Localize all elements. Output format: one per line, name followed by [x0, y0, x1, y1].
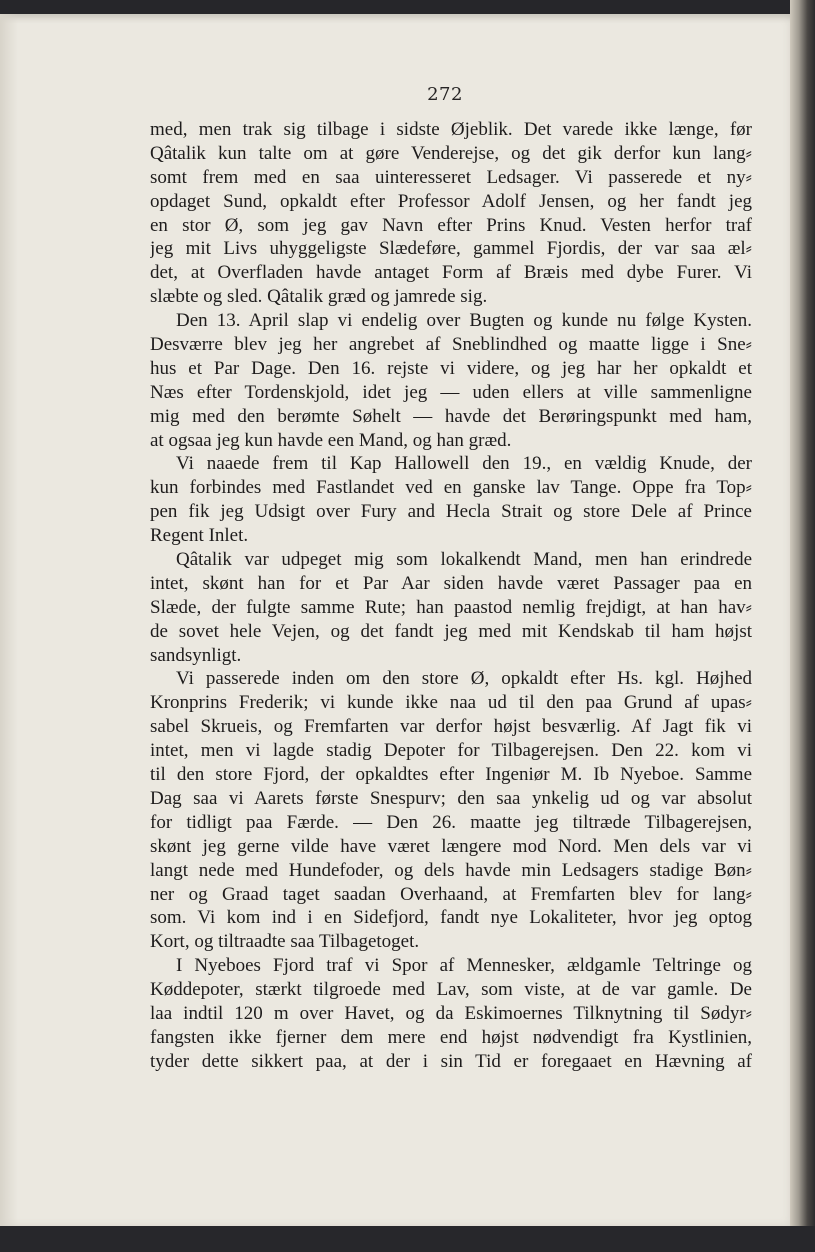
text-line: Køddepoter, stærkt tilgroede med Lav, som viste, at de var gamle. De — [150, 979, 752, 1001]
text-line: intet, skønt han for et Par Aar siden havde været Passager paa en — [150, 572, 752, 594]
text-line: Vi naaede frem til Kap Hallowell den 19., en vældig Knude, der — [176, 453, 752, 475]
text-line: sabel Skrueis, og Fremfarten var derfor højst besværlig. Af Jagt fik vi — [150, 716, 752, 738]
text-line: Dag saa vi Aarets første Snespurv; den saa ynkelig ud og var absolut — [150, 787, 752, 809]
text-line: med, men trak sig tilbage i sidste Øjeblik. Det varede ikke længe, før — [150, 119, 752, 140]
text-line: en stor Ø, som jeg gav Navn efter Prins Knud. Vesten herfor traf — [150, 214, 752, 236]
text-line: opdaget Sund, opkaldt efter Professor Adolf Jensen, og her fandt jeg — [150, 190, 752, 212]
text-line: langt nede med Hundefoder, og dels havde min Ledsagers stadige Bøn⸗ — [150, 859, 752, 881]
text-line: Kort, og tiltraadte saa Tilbagetoget. — [150, 931, 420, 953]
text-line: Qâtalik var udpeget mig som lokalkendt Mand, men han erindrede — [176, 549, 752, 571]
text-line: at ogsaa jeg kun havde een Mand, og han græd. — [150, 429, 512, 451]
text-line: Vi passerede inden om den store Ø, opkaldt efter Hs. kgl. Højhed — [176, 668, 752, 690]
page-number: 272 — [427, 84, 463, 105]
text-line: skønt jeg gerne vilde have været længere mod Nord. Men dels var vi — [150, 835, 752, 857]
text-line: Regent Inlet. — [150, 525, 249, 547]
scan-right-edge — [790, 0, 815, 1252]
text-line: jeg mit Livs uhyggeligste Slædeføre, gammel Fjordis, der var saa æl⸗ — [150, 238, 752, 260]
text-line: intet, men vi lagde stadig Depoter for Tilbagerejsen. Den 22. kom vi — [150, 740, 752, 762]
page-margin-shade — [0, 14, 18, 1228]
scan-bottom-edge — [0, 1226, 815, 1252]
body-text — [150, 118, 752, 1074]
text-line: fangsten ikke fjerner dem mere end højst nødvendigt fra Kystlinien, — [150, 1026, 752, 1048]
text-line: de sovet hele Vejen, og det fandt jeg med mit Kendskab til ham højst — [150, 620, 752, 642]
text-line: Qâtalik kun talte om at gøre Venderejse, og det gik derfor kun lang⸗ — [150, 142, 752, 164]
text-line: pen fik jeg Udsigt over Fury and Hecla Strait og store Dele af Prince — [150, 501, 752, 523]
text-line: tyder dette sikkert paa, at der i sin Tid er foregaaet en Hævning af — [150, 1050, 752, 1072]
text-line: mig med den berømte Søhelt — havde det Berøringspunkt med ham, — [150, 405, 752, 427]
text-line: Kronprins Frederik; vi kunde ikke naa ud til den paa Grund af upas⸗ — [150, 692, 752, 714]
text-line: det, at Overfladen havde antaget Form af Bræis med dybe Furer. Vi — [150, 262, 752, 284]
text-line: hus et Par Dage. Den 16. rejste vi videre, og jeg har her opkaldt et — [150, 357, 752, 379]
text-line: som. Vi kom ind i en Sidefjord, fandt nye Lokaliteter, hvor jeg optog — [150, 907, 752, 929]
text-line: til den store Fjord, der opkaldtes efter Ingeniør M. Ib Nyeboe. Samme — [150, 764, 752, 786]
text-line: I Nyeboes Fjord traf vi Spor af Mennesker, ældgamle Teltringe og — [176, 955, 752, 977]
text-line: for tidligt paa Færde. — Den 26. maatte jeg tiltræde Tilbagerejsen, — [150, 811, 752, 833]
text-line: kun forbindes med Fastlandet ved en ganske lav Tange. Oppe fra Top⸗ — [150, 477, 752, 499]
text-line: slæbte og sled. Qâtalik græd og jamrede sig. — [150, 286, 488, 308]
text-line: ner og Graad taget saadan Overhaand, at Fremfarten blev for lang⸗ — [150, 883, 752, 905]
text-line: Desværre blev jeg her angrebet af Sneblindhed og maatte ligge i Sne⸗ — [150, 334, 752, 356]
text-line: sandsynligt. — [150, 644, 242, 666]
text-line: somt frem med en saa uinteresseret Ledsager. Vi passerede et ny⸗ — [150, 166, 752, 188]
text-line: Slæde, der fulgte samme Rute; han paastod nemlig frejdigt, at han hav⸗ — [150, 596, 752, 618]
text-line: Den 13. April slap vi endelig over Bugten og kunde nu følge Kysten. — [176, 310, 752, 332]
text-line: Næs efter Tordenskjold, idet jeg — uden ellers at ville sammenligne — [150, 381, 752, 403]
text-line: laa indtil 120 m over Havet, og da Eskimoernes Tilknytning til Sødyr⸗ — [150, 1002, 752, 1024]
